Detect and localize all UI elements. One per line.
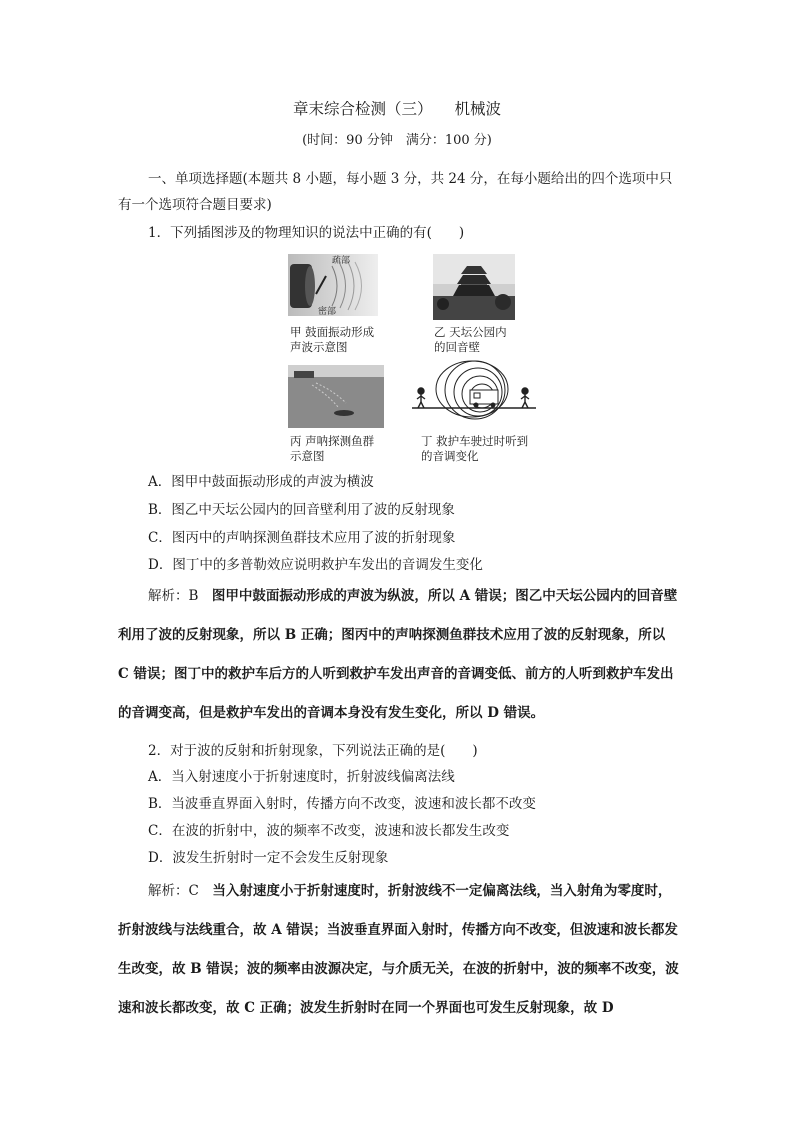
figure-doppler-ambulance	[408, 360, 538, 426]
caption-line-1: 丙 声呐探测鱼群	[290, 434, 375, 448]
q2-option-d: D．波发生折射时一定不会发生反射现象	[148, 850, 389, 866]
caption-line-1: 甲 鼓面振动形成	[290, 325, 375, 339]
caption-line-2: 的音调变化	[421, 449, 479, 463]
q1-option-c: C．图丙中的声呐探测鱼群技术应用了波的折射现象	[148, 530, 456, 546]
q2-option-b: B．当波垂直界面入射时，传播方向不改变，波速和波长都不改变	[148, 796, 536, 812]
caption-line-2: 声波示意图	[290, 340, 348, 354]
question-2-stem: 2．对于波的反射和折射现象，下列说法正确的是( )	[148, 743, 478, 759]
title-topic: 机械波	[454, 100, 502, 118]
q2-analysis-body: 当入射速度小于折射速度时，折射波线不一定偏离法线，当入射角为零度时，折射波线与法线重合，故 A 错误；当波垂直界面入射时，传播方向不改变，但波速和波长都发生改变，故 B 错误；波的频率由波源决定，与介质无关，在波的折射中，波的频率不改变，波速和波长都改变，故 C 正确；波发生折射时在同一个界面也可发生反射现象，故 D	[118, 883, 679, 1016]
title-main: 章末综合检测（三）	[292, 100, 433, 118]
figure-sonar-fish	[288, 365, 384, 428]
q2-analysis	[118, 872, 680, 1028]
figure-ding-caption	[421, 434, 528, 464]
q2-option-c: C．在波的折射中，波的频率不改变，波速和波长都发生改变	[148, 823, 510, 839]
q1-analysis-label: 解析：B	[148, 588, 199, 604]
label-compression: 密部	[318, 307, 337, 316]
figure-yi-caption	[434, 325, 507, 355]
q2-option-a: A．当入射速度小于折射速度时，折射波线偏离法线	[148, 769, 455, 785]
exam-info: (时间：90 分钟 满分：100 分)	[302, 133, 492, 148]
caption-line-2: 示意图	[290, 449, 325, 463]
caption-line-1: 乙 天坛公园内	[434, 325, 507, 339]
page-title	[0, 97, 794, 119]
figure-drum-sound-wave	[288, 254, 378, 316]
q1-analysis-body: 图甲中鼓面振动形成的声波为纵波，所以 A 错误；图乙中天坛公园内的回音壁利用了波的反射现象，所以 B 正确；图丙中的声呐探测鱼群技术应用了波的反射现象，所以 C 错误；图丁中的救护车后方的人听到救护车发出声音的音调变低、前方的人听到救护车发出的音调变高，但是救护车发出的音调本身没有发生变化，所以 D 错误。	[118, 588, 678, 721]
figure-echo-wall-photo	[433, 254, 515, 320]
caption-line-2: 的回音壁	[434, 340, 480, 354]
q1-analysis	[118, 577, 680, 733]
q1-option-d: D．图丁中的多普勒效应说明救护车发出的音调发生变化	[148, 557, 483, 573]
q2-analysis-label: 解析：C	[148, 883, 199, 899]
caption-line-1: 丁 救护车驶过时听到	[421, 434, 529, 448]
q1-option-a: A．图甲中鼓面振动形成的声波为横波	[148, 474, 374, 490]
question-1-stem: 1．下列插图涉及的物理知识的说法中正确的有( )	[148, 225, 465, 241]
q1-option-b: B．图乙中天坛公园内的回音壁利用了波的反射现象	[148, 502, 455, 518]
figure-bing-caption	[290, 434, 374, 464]
label-rarefaction: 疏部	[332, 256, 351, 266]
section-intro: 一、单项选择题(本题共 8 小题，每小题 3 分，共 24 分，在每小题给出的四个选项中只有一个选项符合题目要求)	[118, 171, 673, 213]
figure-jia-caption	[290, 325, 374, 355]
